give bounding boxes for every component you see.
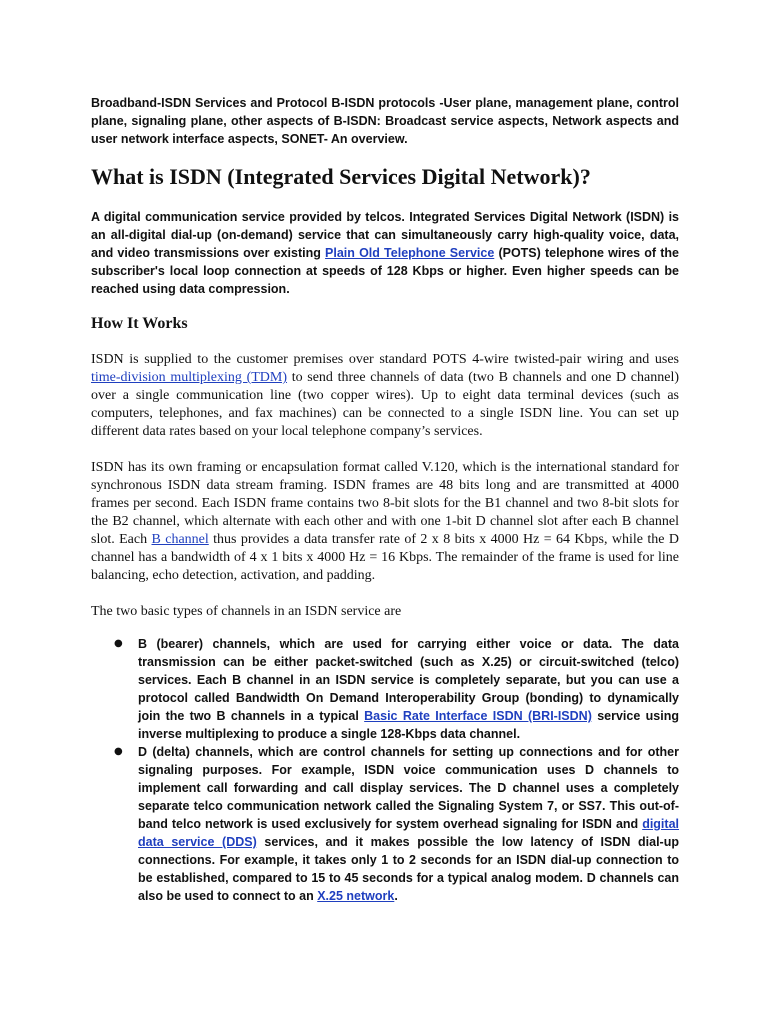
- tdm-link[interactable]: time-division multiplexing (TDM): [91, 370, 288, 385]
- pots-link[interactable]: Plain Old Telephone Service: [325, 246, 495, 260]
- b-text-2: service using inverse multiplexing to produce a single 128-Kbps data channel.: [138, 709, 679, 741]
- dds-link[interactable]: digital data service (DDS): [138, 817, 679, 849]
- d-text-1: D (delta) channels, which are control channels for setting up connections and for other signaling purposes. For example, ISDN voice communication uses D channels to implement call forwarding and call display services. The D channel uses a completely separate telco communication network called the Signaling System 7, or SS7. This out-of-band telco network is used exclusively for system overhead signaling for ISDN and: [138, 745, 679, 831]
- definition-text-2: (POTS) telephone wires of the subscriber's local loop connection at speeds of 128 Kbps or higher. Even higher speeds can be reached using data compression.: [91, 246, 679, 296]
- section-heading-how-it-works: How It Works: [91, 315, 188, 332]
- bullet-icon: ●: [114, 638, 123, 649]
- document-page: [91, 94, 679, 905]
- how-it-works-paragraph-2: [91, 459, 679, 585]
- channel-types-intro: The two basic types of channels in an ISDN service are: [91, 604, 402, 619]
- p2-text-2: thus provides a data transfer rate of 2 x 8 bits x 4000 Hz = 64 Kbps, while the D channel has a bandwidth of 4 x 1 bits x 4000 Hz = 16 Kbps. The remainder of the frame is used for line balancing, echo detection, activation, and padding.: [91, 532, 679, 583]
- list-item-d-channel: [114, 743, 679, 905]
- p1-text-1: ISDN is supplied to the customer premises over standard POTS 4-wire twisted-pair wiring and uses: [91, 352, 679, 367]
- page-title: What is ISDN (Integrated Services Digital Network)?: [91, 164, 591, 189]
- how-it-works-paragraph-1: [91, 351, 679, 441]
- definition-text-1: A digital communication service provided by telcos. Integrated Services Digital Network (ISDN) is an all-digital dial-up (on-demand) service that can simultaneously carry high-quality voice, data, and video transmissions over existing: [91, 210, 679, 260]
- b-channel-link[interactable]: B channel: [151, 532, 209, 547]
- definition-paragraph: [91, 208, 679, 298]
- d-text-2: services, and it makes possible the low latency of ISDN dial-up connections. For example, it takes only 1 to 2 seconds for an ISDN dial-up connection to be established, compared to 15 to 45 seconds for a typical analog modem. D channels can also be used to connect to an: [138, 835, 679, 903]
- bullet-icon: ●: [114, 746, 123, 757]
- p2-text-1: ISDN has its own framing or encapsulation format called V.120, which is the international standard for synchronous ISDN data stream framing. ISDN frames are 48 bits long and are transmitted at 4000 frames per second. Each ISDN frame contains two 8-bit slots for the B1 channel and two 8-bit slots for the B2 channel, which alternate with each other and with one 1-bit D channel slot after each B channel slot. Each: [91, 460, 679, 547]
- p1-text-2: to send three channels of data (two B channels and one D channel) over a single communication line (two copper wires). Up to eight data terminal devices (such as computers, telephones, and fax machines) can be connected to a single ISDN line. You can set up different data rates based on your local telephone company’s services.: [91, 370, 680, 439]
- channel-types-list: [91, 635, 679, 905]
- bri-isdn-link[interactable]: Basic Rate Interface ISDN (BRI-ISDN): [364, 709, 592, 723]
- d-text-3: .: [394, 889, 398, 903]
- b-text-1: B (bearer) channels, which are used for carrying either voice or data. The data transmission can be either packet-switched (such as X.25) or circuit-switched (telco) services. Each B channel in an ISDN service is completely separate, but you can use a protocol called Bandwidth On Demand Interoperability Group (bonding) to dynamically join the two B channels in a typical: [138, 637, 679, 723]
- intro-paragraph: Broadband-ISDN Services and Protocol B-ISDN protocols -User plane, management plane, control plane, signaling plane, other aspects of B-ISDN: Broadcast service aspects, Network aspects and user network interface aspects, SONET- An overview.: [91, 96, 679, 146]
- list-item-b-channel: [114, 635, 679, 743]
- x25-network-link[interactable]: X.25 network: [317, 889, 395, 903]
